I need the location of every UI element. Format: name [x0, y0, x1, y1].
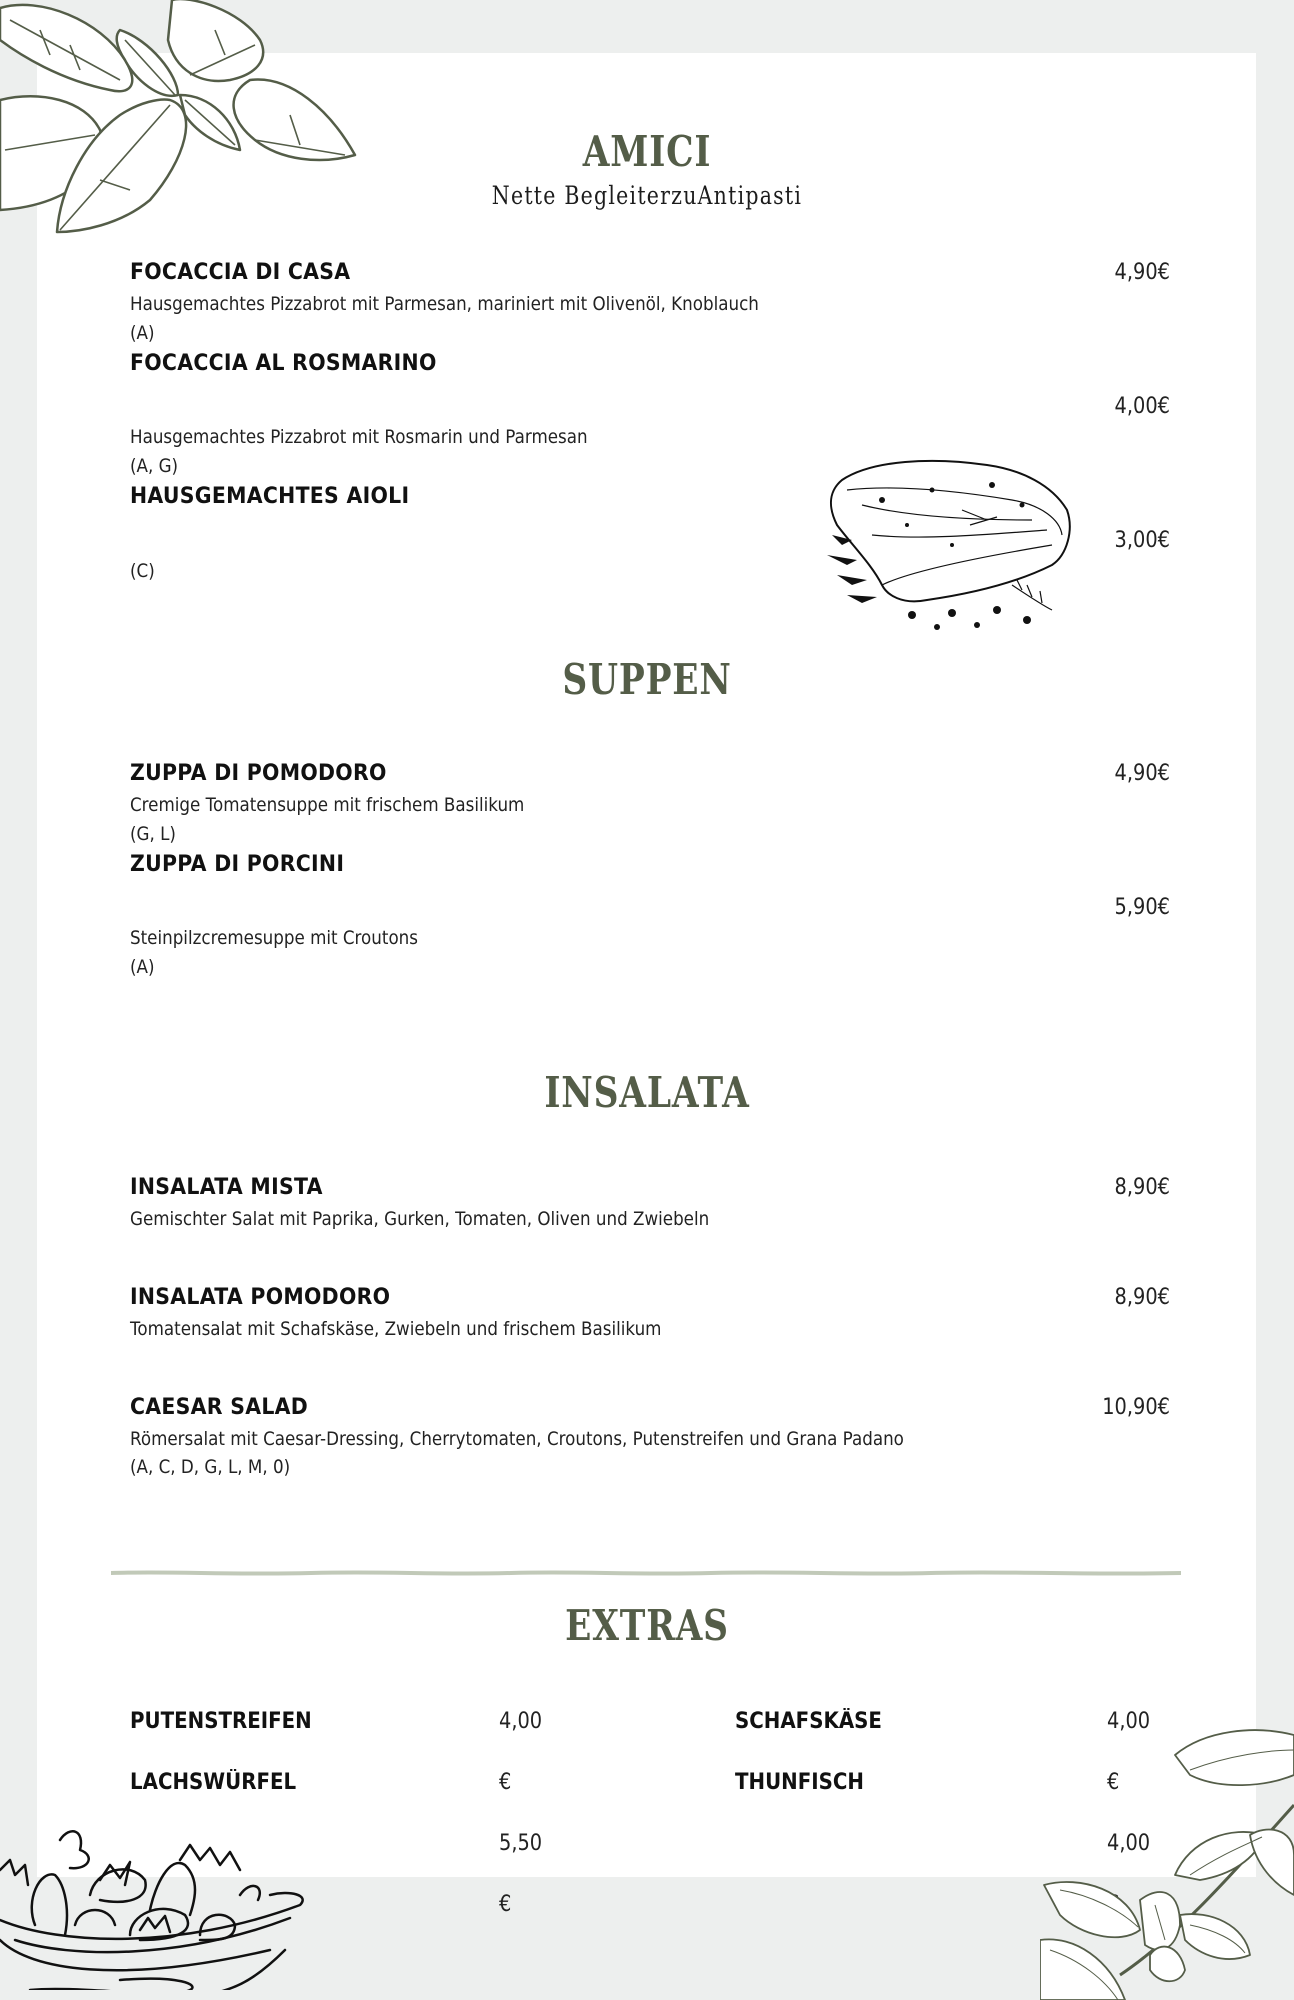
extra-price: €: [499, 1892, 512, 1917]
item-name: CAESAR SALAD: [130, 1395, 309, 1420]
section-title-extras: EXTRAS: [565, 1601, 729, 1650]
extra-price: €: [499, 1770, 512, 1795]
item-price: 4,00€: [1114, 394, 1170, 419]
item-description: Hausgemachtes Pizzabrot mit Parmesan, mariniert mit Olivenöl, Knoblauch: [130, 293, 759, 315]
extra-price: 4,00: [499, 1709, 543, 1734]
restaurant-title: AMICI: [582, 127, 712, 176]
item-description: Gemischter Salat mit Paprika, Gurken, Tomaten, Oliven und Zwiebeln: [130, 1208, 710, 1230]
extra-price: 5,50: [499, 1831, 543, 1856]
extra-price: 4,00: [1107, 1709, 1151, 1734]
item-description: Steinpilzcremesuppe mit Croutons: [130, 927, 418, 949]
item-description: Tomatensalat mit Schafskäse, Zwiebeln und frischem Basilikum: [130, 1318, 662, 1340]
extra-name: SCHAFSKÄSE: [735, 1709, 882, 1734]
item-allergens: (A): [130, 956, 155, 978]
item-allergens: (G, L): [130, 823, 176, 845]
item-description: Römersalat mit Caesar-Dressing, Cherrytomaten, Croutons, Putenstreifen und Grana Padano: [130, 1428, 904, 1450]
extra-price: 4,00: [1107, 1831, 1151, 1856]
extra-price: €: [1107, 1770, 1120, 1795]
salad-bowl-icon: [0, 1800, 310, 1990]
item-price: 8,90€: [1114, 1285, 1170, 1310]
item-price: 4,90€: [1114, 260, 1170, 285]
item-allergens: (A): [130, 322, 155, 344]
item-price: 4,90€: [1114, 761, 1170, 786]
item-allergens: (C): [130, 560, 155, 582]
item-name: HAUSGEMACHTES AIOLI: [130, 484, 410, 509]
item-allergens: (A, G): [130, 455, 179, 477]
extra-name: PUTENSTREIFEN: [130, 1709, 312, 1734]
item-price: 8,90€: [1114, 1175, 1170, 1200]
section-divider: [111, 1570, 1181, 1576]
item-name: INSALATA POMODORO: [130, 1285, 391, 1310]
extra-name: LACHSWÜRFEL: [130, 1770, 297, 1795]
item-name: ZUPPA DI POMODORO: [130, 761, 387, 786]
item-name: FOCACCIA DI CASA: [130, 260, 351, 285]
item-name: FOCACCIA AL ROSMARINO: [130, 351, 437, 376]
item-description: Cremige Tomatensuppe mit frischem Basilikum: [130, 794, 525, 816]
item-price: 5,90€: [1114, 895, 1170, 920]
menu-subtitle: Nette BegleiterzuAntipasti: [491, 181, 803, 210]
item-name: ZUPPA DI PORCINI: [130, 852, 345, 877]
item-price: 3,00€: [1114, 528, 1170, 553]
section-title-suppen: SUPPEN: [562, 655, 732, 704]
item-description: Hausgemachtes Pizzabrot mit Rosmarin und Parmesan: [130, 426, 588, 448]
focaccia-icon: [812, 445, 1082, 635]
item-name: INSALATA MISTA: [130, 1175, 323, 1200]
item-price: 10,90€: [1102, 1395, 1170, 1420]
section-title-insalata: INSALATA: [544, 1068, 750, 1117]
extra-name: THUNFISCH: [735, 1770, 864, 1795]
item-allergens: (A, C, D, G, L, M, 0): [130, 1456, 291, 1478]
basil-branch-icon: [1040, 1715, 1294, 2000]
